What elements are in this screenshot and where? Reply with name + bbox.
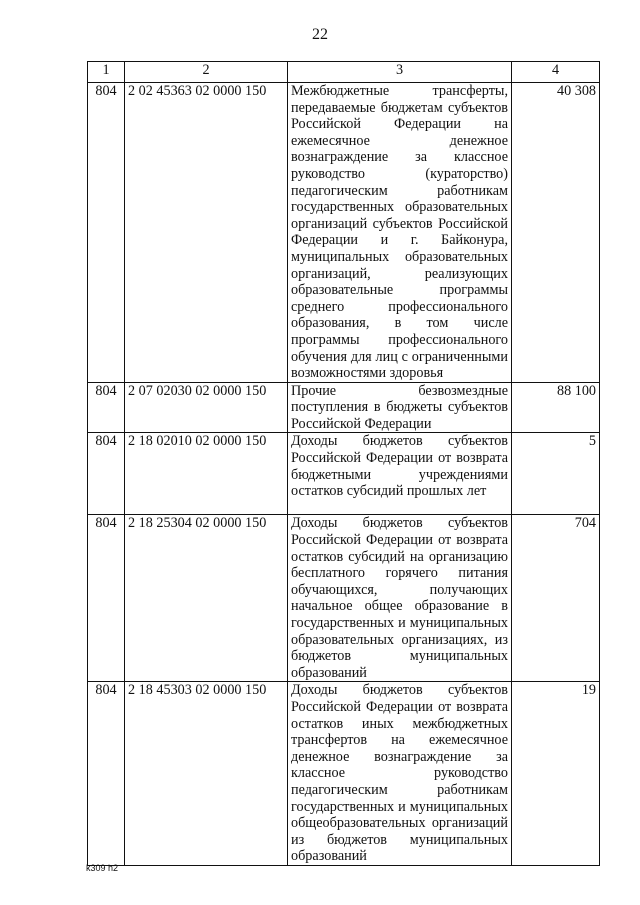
admin-code-cell: 804	[88, 83, 125, 383]
admin-code-cell: 804	[88, 382, 125, 433]
table-row	[88, 682, 600, 866]
amount-cell: 704	[512, 515, 600, 682]
column-header: 2	[125, 62, 288, 83]
budget-code-cell: 2 02 45363 02 0000 150	[125, 83, 288, 383]
table-row	[88, 83, 600, 383]
description-cell: Доходы бюджетов субъектов Российской Федерации от возврата остатков субсидий на организацию бесплатного горячего питания обучающихся, получающих начальное общее образование в государственных и муниципальных образовательных организациях, из бюджетов муниципальных образований	[288, 515, 512, 682]
column-header: 3	[288, 62, 512, 83]
column-header: 4	[512, 62, 600, 83]
admin-code-cell: 804	[88, 682, 125, 866]
description-cell: Прочие безвозмездные поступления в бюджеты субъектов Российской Федерации	[288, 382, 512, 433]
budget-code-cell: 2 18 02010 02 0000 150	[125, 433, 288, 515]
revenue-table	[87, 61, 600, 866]
description-cell: Доходы бюджетов субъектов Российской Федерации от возврата бюджетными учреждениями остатков субсидий прошлых лет	[288, 433, 512, 515]
table-row	[88, 382, 600, 433]
amount-cell: 88 100	[512, 382, 600, 433]
amount-cell: 40 308	[512, 83, 600, 383]
description-cell: Межбюджетные трансферты, передаваемые бюджетам субъектов Российской Федерации на ежемесячное денежное вознаграждение за классное руководство (кураторство) педагогическим работникам государственных образовательных организаций субъектов Российской Федерации и г. Байконура, муниципальных образовательных организаций, реализующих образовательные программы среднего профессионального образования, в том числе программы профессионального обучения для лиц с ограниченными возможностями здоровья	[288, 83, 512, 383]
budget-code-cell: 2 18 45303 02 0000 150	[125, 682, 288, 866]
budget-code-cell: 2 18 25304 02 0000 150	[125, 515, 288, 682]
table-row	[88, 515, 600, 682]
admin-code-cell: 804	[88, 515, 125, 682]
budget-code-cell: 2 07 02030 02 0000 150	[125, 382, 288, 433]
page-number: 22	[312, 26, 328, 43]
admin-code-cell: 804	[88, 433, 125, 515]
footer-document-code: k309 h2	[86, 863, 119, 873]
table-row	[88, 433, 600, 515]
table-header-row	[88, 62, 600, 83]
amount-cell: 5	[512, 433, 600, 515]
description-cell: Доходы бюджетов субъектов Российской Федерации от возврата остатков иных межбюджетных трансфертов на ежемесячное денежное вознаграждение за классное руководство педагогическим работникам государственных и муниципальных общеобразовательных организаций из бюджетов муниципальных образований	[288, 682, 512, 866]
column-header: 1	[88, 62, 125, 83]
amount-cell: 19	[512, 682, 600, 866]
